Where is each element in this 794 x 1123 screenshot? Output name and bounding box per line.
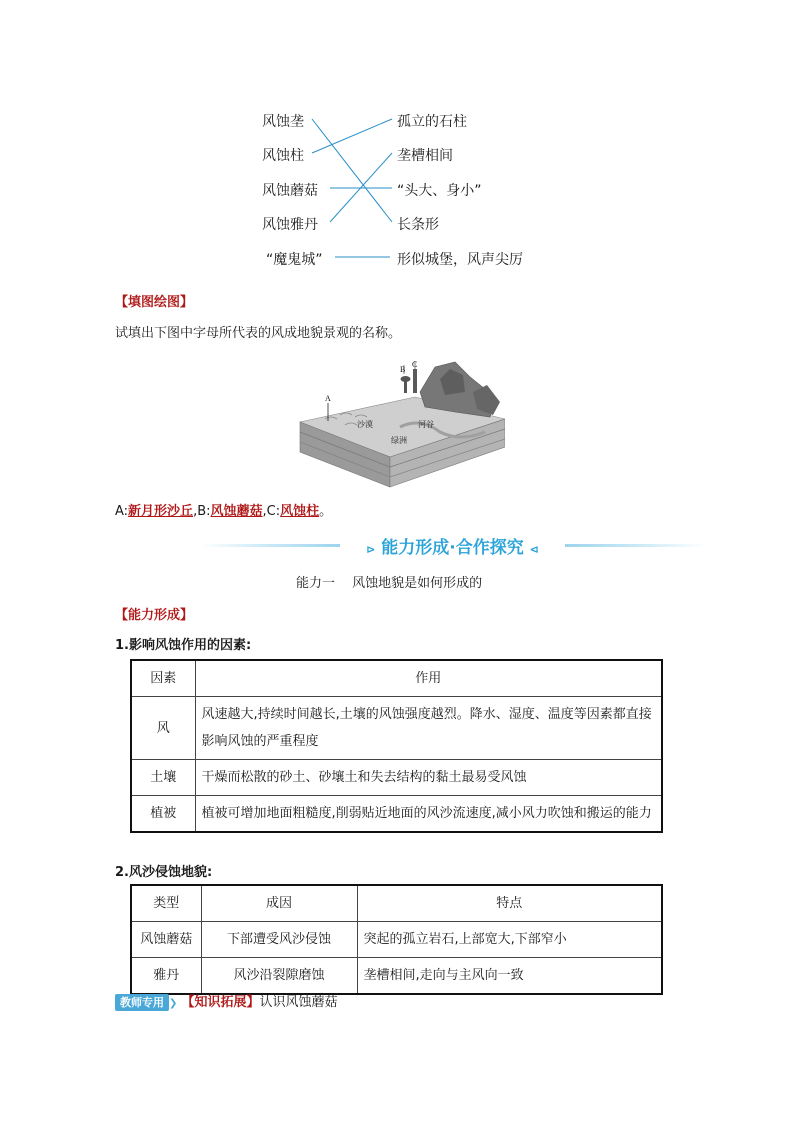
cause-cell: 风沙沿裂隙磨蚀: [201, 958, 357, 995]
ability-title: 能力一 风蚀地貌是如何形成的: [296, 576, 483, 591]
landforms-table: [130, 884, 663, 995]
table-row: [131, 760, 662, 796]
figure-label-b: B: [400, 365, 406, 374]
factor-cell: 风: [131, 697, 195, 760]
fill-answer: [115, 500, 332, 519]
effect-cell: 干燥而松散的砂土、砂壤土和失去结构的黏土最易受风蚀: [195, 760, 662, 796]
answer-a: 新月形沙丘: [128, 504, 194, 519]
teacher-note: [115, 991, 338, 1010]
knowledge-bracket: 【知识拓展】: [181, 995, 260, 1010]
landform-figure: [295, 357, 505, 492]
match-left-1: 风蚀垄: [262, 114, 304, 130]
q2-title: 2.风沙侵蚀地貌:: [115, 865, 213, 880]
table-header-row: [131, 885, 662, 922]
table-header-type: 类型: [131, 885, 201, 922]
section-banner: [200, 532, 705, 558]
type-cell: 雅丹: [131, 958, 201, 995]
effect-cell: 风速越大,持续时间越长,土壤的风蚀强度越烈。降水、湿度、温度等因素都直接影响风蚀的严重程度: [195, 697, 662, 760]
match-line-1: [312, 119, 392, 222]
figure-label-oasis: 绿洲: [391, 436, 407, 445]
answer-c-prefix: ,C:: [262, 504, 281, 519]
table-header-row: [131, 660, 662, 697]
banner-right-arrow-icon: ⊲: [529, 543, 539, 556]
banner-title-text: 能力形成·合作探究: [381, 538, 524, 558]
match-left-3: 风蚀蘑菇: [262, 183, 318, 199]
answer-end: 。: [319, 504, 333, 519]
figure-label-a: A: [325, 394, 331, 403]
match-right-5: 形似城堡，风声尖厉: [397, 252, 523, 268]
effect-cell: 植被可增加地面粗糙度,削弱贴近地面的风沙流速度,减小风力吹蚀和搬运的能力: [195, 796, 662, 833]
teacher-note-text: 认识风蚀蘑菇: [259, 995, 338, 1010]
cause-cell: 下部遭受风沙侵蚀: [201, 922, 357, 958]
type-cell: 风蚀蘑菇: [131, 922, 201, 958]
factor-cell: 土壤: [131, 760, 195, 796]
table-row: [131, 697, 662, 760]
table-row: [131, 922, 662, 958]
table-header-cause: 成因: [201, 885, 357, 922]
match-left-4: 风蚀雅丹: [262, 217, 318, 233]
ability-heading: 【能力形成】: [115, 608, 194, 623]
figure-label-valley: 河谷: [418, 420, 434, 429]
answer-c: 风蚀柱: [280, 504, 320, 519]
factor-cell: 植被: [131, 796, 195, 833]
teacher-tag: 教师专用: [115, 994, 169, 1011]
q1-title: 1.影响风蚀作用的因素:: [115, 638, 252, 653]
answer-b: 风蚀蘑菇: [210, 504, 263, 519]
match-right-3: “头大、身小”: [397, 183, 482, 199]
match-right-2: 垄槽相间: [397, 148, 453, 164]
match-line-2: [312, 119, 392, 153]
section-banner-title: [200, 533, 705, 558]
match-left-5: “魔鬼城”: [266, 252, 323, 268]
match-left-2: 风蚀柱: [262, 148, 304, 164]
feature-cell: 垄槽相间,走向与主风向一致: [357, 958, 662, 995]
figure-label-c: C: [412, 360, 418, 369]
answer-a-prefix: A:: [115, 504, 129, 519]
fill-instruction: 试填出下图中字母所代表的风成地貌景观的名称。: [115, 326, 402, 341]
teacher-tag-arrow-icon: ❯: [169, 998, 178, 1009]
banner-left-arrow-icon: ⊳: [366, 543, 376, 556]
match-right-4: 长条形: [397, 217, 439, 233]
table-header-effect: 作用: [195, 660, 662, 697]
match-right-1: 孤立的石柱: [397, 114, 467, 130]
table-row: [131, 958, 662, 995]
table-row: [131, 796, 662, 833]
fill-heading: 【填图绘图】: [115, 295, 194, 310]
table-header-feature: 特点: [357, 885, 662, 922]
matching-lines: [0, 0, 794, 280]
feature-cell: 突起的孤立岩石,上部宽大,下部窄小: [357, 922, 662, 958]
factors-table: [130, 659, 663, 833]
figure-label-desert: 沙漠: [357, 420, 373, 429]
answer-b-prefix: ,B:: [193, 504, 211, 519]
table-header-factor: 因素: [131, 660, 195, 697]
